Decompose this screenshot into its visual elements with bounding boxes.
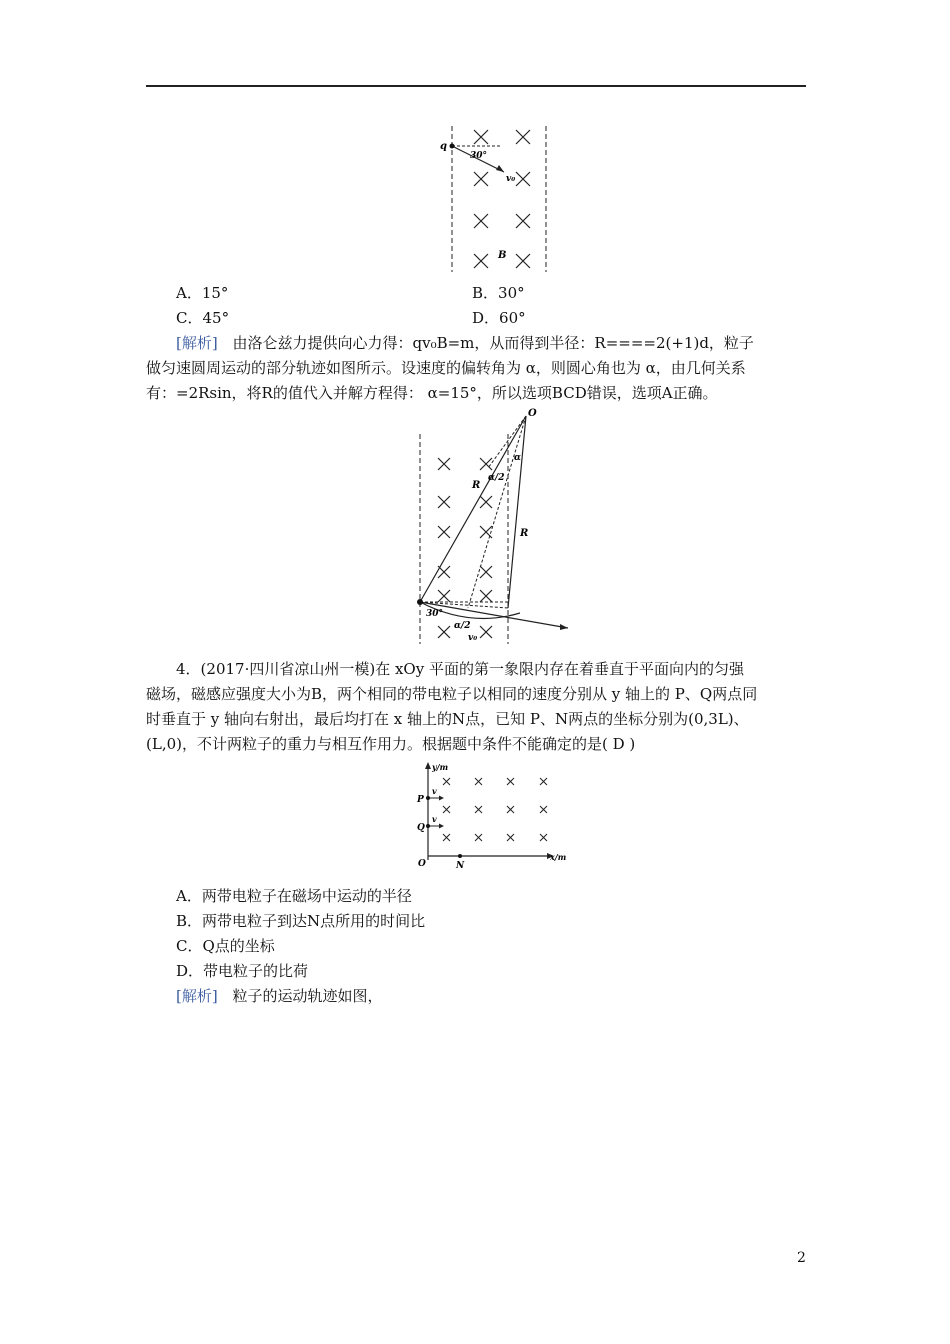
fig3-origin-label: O <box>418 859 426 869</box>
option-c: C．45° <box>176 309 230 327</box>
option-b: B．30° <box>472 284 525 302</box>
question-4-line-3: 时垂直于 y 轴向右射出，最后均打在 x 轴上的N点，已知 P、N两点的坐标分别为(0,3L)、 <box>146 710 749 728</box>
fig3-n-label: N <box>456 861 465 871</box>
fig2-velocity-label: v₀ <box>468 633 478 643</box>
question-4-line-2: 磁场，磁感应强度大小为B，两个相同的带电粒子以相同的速度分别从 y 轴上的 P、Q两点同 <box>146 685 758 703</box>
fig3-p-label: P <box>417 795 424 805</box>
q4-option-c: C．Q点的坐标 <box>176 937 275 955</box>
fig1-charge-label: q <box>440 141 447 152</box>
fig3-v-label-q: v <box>432 814 437 824</box>
fig2-radius-right: R <box>520 528 529 539</box>
fig3-q-label: Q <box>417 823 425 833</box>
fig2-radius-left: R <box>472 480 481 491</box>
q4-analysis <box>176 986 383 1006</box>
question-4-line-4: (L,0)，不计两粒子的重力与相互作用力。根据题中条件不能确定的是( D ) <box>146 735 636 753</box>
fig2-center-label: O <box>528 408 537 419</box>
fig3-x-axis-label: x/m <box>550 852 567 862</box>
fig2-half-alpha-bottom: α/2 <box>454 621 471 631</box>
q4-option-a: A．两带电粒子在磁场中运动的半径 <box>176 887 412 905</box>
option-d: D．60° <box>472 309 526 327</box>
q4-option-d: D．带电粒子的比荷 <box>176 962 309 980</box>
header-rule <box>146 85 806 87</box>
analysis-text-1: 由洛仑兹力提供向心力得：qv₀B=m，从而得到半径：R====2(+1)d，粒子 <box>232 334 754 352</box>
q4-analysis-text: 粒子的运动轨迹如图， <box>232 987 383 1005</box>
fig3-y-axis-label: y/m <box>432 762 449 772</box>
analysis-tag: [解析] <box>176 334 218 352</box>
fig2-half-alpha-top: α/2 <box>488 473 505 483</box>
q4-analysis-tag: [解析] <box>176 987 218 1005</box>
page-number: 2 <box>797 1250 806 1266</box>
fig2-alpha-label: α <box>514 453 521 463</box>
figure-2-trajectory-diagram <box>410 408 580 644</box>
fig1-field-label: B <box>498 250 507 261</box>
fig1-angle-label: 30° <box>470 151 488 161</box>
option-a: A．15° <box>176 284 229 302</box>
question-4-line-1: 4．(2017·四川省凉山州一模)在 xOy 平面的第一象限内存在着垂直于平面向内的匀强 <box>176 660 744 678</box>
fig3-v-label-p: v <box>432 786 437 796</box>
figure-3-coordinate-diagram <box>408 760 568 872</box>
q4-option-b: B．两带电粒子到达N点所用的时间比 <box>176 912 426 930</box>
fig1-velocity-label: v₀ <box>506 174 516 184</box>
analysis-text-3: 有：=2Rsin，将R的值代入并解方程得： α=15°，所以选项BCD错误，选项A正确。 <box>146 384 718 402</box>
analysis-text-2: 做匀速圆周运动的部分轨迹如图所示。设速度的偏转角为 α，则圆心角也为 α，由几何关系 <box>146 359 746 377</box>
fig2-angle-label: 30° <box>426 609 444 619</box>
analysis-paragraph-1 <box>176 333 754 353</box>
figure-1-field-diagram <box>436 124 556 274</box>
